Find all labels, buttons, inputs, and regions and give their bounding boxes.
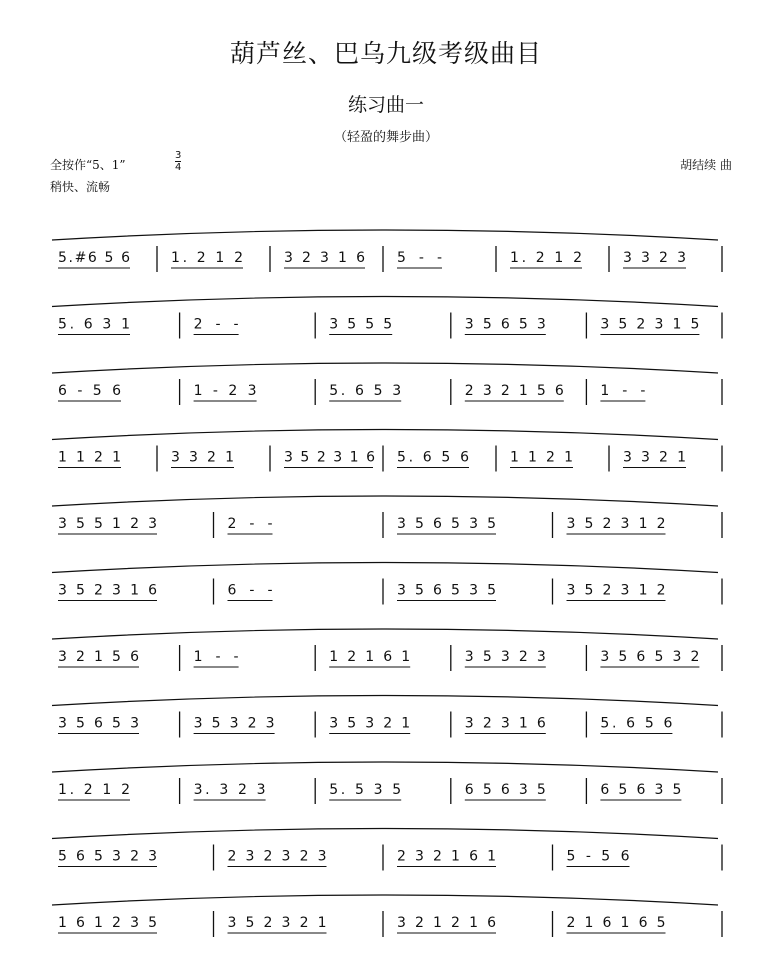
measure: 3 5 2 3 2 1 [227,915,327,931]
measure: 5. 5 3 5 [329,782,402,798]
phrase-slur [52,363,718,373]
measure: 3 5 5 1 2 3 [58,516,157,532]
measure: 2 - - [193,316,239,333]
measure: 5. 6 5 3 [329,383,402,399]
score-row [52,629,722,671]
measure: 3 5 6 5 3 2 [600,649,700,665]
phrase-slur [52,297,718,307]
measure: 5.#6 5 6 [58,250,130,266]
measure: 1 - - [600,383,646,399]
measure: 3 3 2 1 [171,449,234,466]
measure: 5. 6 5 6 [397,449,469,466]
phrase-slur [52,696,718,706]
measure: 1 - - [193,649,239,665]
measure: 3 5 3 2 1 [329,715,411,732]
phrase-slur [52,496,718,506]
measure: 1 6 1 2 3 5 [58,915,157,931]
score-row [52,363,722,405]
measure: 3 2 1 5 6 [58,649,139,665]
phrase-slur [52,563,718,573]
measure: 3 3 2 1 [623,449,686,466]
measure: 3 5 5 5 [329,316,393,333]
measure: 3 2 3 1 6 [464,715,546,732]
score-row [52,829,722,871]
phrase-slur [52,230,718,240]
measure: 3 2 3 1 6 [284,250,365,266]
score-row [52,563,722,605]
measure: 3 5 2 3 1 2 [566,582,666,599]
measure: 3 2 1 2 1 6 [397,915,496,931]
score-row [52,230,722,272]
phrase-slur [52,895,718,905]
measure: 3 5 3 2 3 [464,649,546,665]
score-row [52,762,722,804]
phrase-slur [52,829,718,839]
measure: 3 5 6 5 3 5 [397,582,496,599]
tempo-marking: 稍快、流畅 [50,180,111,194]
phrase-slur [52,629,718,639]
measure: 2 - - [227,516,273,532]
measure: 1 1 2 1 [510,449,573,466]
measure: 1 2 1 6 1 [329,649,411,665]
measure: 6 5 6 3 5 [464,782,546,798]
piece-subtitle: （轻盈的舞步曲） [333,130,438,145]
score-row [52,297,722,339]
score-row [52,496,722,538]
measure: 6 5 6 3 5 [600,782,682,798]
measure: 5. 6 3 1 [58,316,130,333]
measure: 1. 2 1 2 [510,250,582,266]
phrase-slur [52,762,718,772]
measure: 1. 2 1 2 [58,782,130,798]
measure: 5 6 5 3 2 3 [58,848,157,865]
measure: 5. 6 5 6 [600,715,673,732]
score-title: 葫芦丝、巴乌九级考级曲目 [229,39,542,68]
measure: 2 1 6 1 6 5 [566,915,666,931]
measure: 5 - 5 6 [566,848,630,865]
score-row [52,696,722,738]
score-row [52,430,722,472]
time-signature-top: 3 [175,150,182,161]
measure: 3 5 2 3 1 5 [600,316,700,333]
measure: 3 5 6 5 3 [464,316,546,333]
measure: 2 3 2 1 5 6 [464,383,564,399]
measure: 3 3 2 3 [623,250,686,266]
piece-title: 练习曲一 [347,94,424,116]
measure: 1 - 2 3 [193,383,257,399]
measure: 6 - - [227,582,273,599]
measure: 3 5 3 2 3 [193,715,275,732]
measure: 1. 2 1 2 [171,250,243,266]
composer: 胡结续 曲 [680,158,732,172]
measure: 5 - - [397,250,442,266]
measure: 3. 3 2 3 [193,782,266,798]
measure: 3 5 2 3 1 6 [58,582,157,599]
measure: 2 3 2 3 2 3 [227,848,327,865]
measure: 6 - 5 6 [58,383,121,399]
measure: 1 1 2 1 [58,449,121,466]
phrase-slur [52,430,718,440]
measure: 3 5 2 3 1 6 [284,449,375,466]
measure: 3 5 2 3 1 2 [566,516,666,532]
measure: 2 3 2 1 6 1 [397,848,496,865]
measure: 3 5 6 5 3 [58,715,139,732]
score-row [52,895,722,937]
key-signature: 全按作“5、1” [50,158,126,172]
measure: 3 5 6 5 3 5 [397,516,496,532]
time-signature-bottom: 4 [175,162,182,173]
